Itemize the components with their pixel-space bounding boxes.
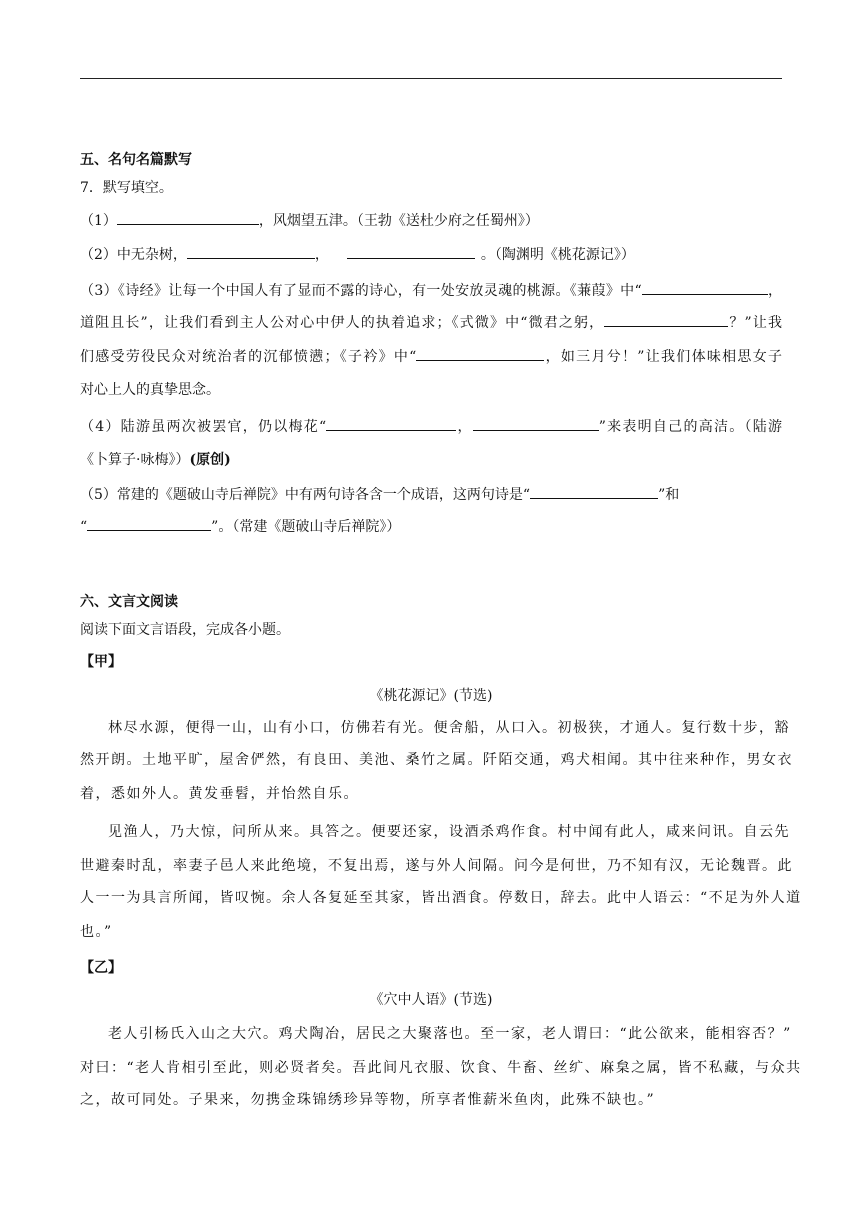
jia-p2-line-1: 见渔人，乃大惊，问所从来。具答之。便要还家，设酒杀鸡作食。村中闻有此人，咸来问讯。自云先	[108, 824, 790, 840]
q5-line-1	[80, 484, 782, 505]
q5-text: （5）常建的《题破山寺后禅院》中有两句诗各含一个成语，这两句诗是“	[80, 487, 531, 503]
q2-source: 。（陶渊明《桃花源记》）	[480, 247, 635, 263]
q2-sep: ，	[314, 247, 329, 263]
original-tag: (原创)	[189, 452, 231, 468]
section6-intro: 阅读下面文言语段，完成各小题。	[80, 622, 290, 638]
answer-blank	[87, 516, 211, 531]
q4-line-2	[80, 450, 782, 470]
jia-p2-line-3: 人一一为具言所闻，皆叹惋。余人各复延至其家，皆出酒食。停数日，辞去。此中人语云：“不足为外人道	[80, 890, 802, 906]
q4-source: 《卜算子·咏梅》）	[80, 452, 190, 468]
q3-text: ，	[767, 283, 783, 299]
q2-text: （2）中无杂树，	[80, 247, 187, 263]
yi-title: 《穴中人语》(节选)	[369, 992, 493, 1008]
q5-text: ”和	[658, 487, 680, 503]
section5-title: 五、名句名篇默写	[80, 152, 192, 168]
answer-blank	[187, 244, 315, 259]
q3-line-4: 对心上人的真挚思念。	[80, 382, 220, 398]
jia-p2-line-4: 也。”	[80, 924, 113, 940]
jia-p1-line-1: 林尽水源，便得一山，山有小口，仿佛若有光。便舍船，从口入。初极狭，才通人。复行数十步，豁	[108, 720, 790, 736]
header-rule	[80, 78, 782, 79]
answer-blank	[347, 244, 475, 259]
section6-title: 六、文言文阅读	[80, 594, 178, 610]
q3-text: ，如三月兮！”让我们体味相思女子	[544, 349, 782, 365]
q4-text: ”来表明自己的高洁。（陆游	[598, 419, 782, 435]
q5-text: ”。（常建《题破山寺后禅院》）	[211, 519, 401, 535]
jia-p1-line-3: 着，悉如外人。黄发垂髫，并怡然自乐。	[80, 786, 359, 802]
q5-text: “	[80, 519, 88, 535]
jia-label: 【甲】	[80, 654, 122, 670]
q3-line-2	[80, 312, 782, 333]
q3-line-3	[80, 346, 782, 367]
yi-p1-line-2: 对曰：“老人肯相引至此，则必贤者矣。吾此间凡衣服、饮食、牛畜、丝纩、麻枲之属，皆不私藏，与众共	[80, 1060, 802, 1076]
yi-p1-line-3: 之，故可同处。子果来，勿携金珠锦绣珍异等物，所享者惟薪米鱼肉，此殊不缺也。”	[80, 1092, 656, 1108]
question7-intro: 7．默写填空。	[80, 180, 173, 196]
q1-line	[80, 210, 782, 231]
jia-p2-line-2: 世避秦时乱，率妻子邑人来此绝境，不复出焉，遂与外人间隔。问今是何世，乃不知有汉，无论魏晋。此	[80, 858, 793, 874]
q5-line-2	[80, 516, 782, 537]
answer-blank	[117, 210, 259, 225]
yi-p1-line-1: 老人引杨氏入山之大穴。鸡犬陶冶，居民之大聚落也。至一家，老人谓曰：“此公欲来，能相容否？”	[108, 1026, 792, 1042]
yi-label: 【乙】	[80, 960, 122, 976]
jia-title: 《桃花源记》(节选)	[369, 688, 493, 704]
jia-p1-line-2: 然开朗。土地平旷，屋舍俨然，有良田、美池、桑竹之属。阡陌交通，鸡犬相闻。其中往来种作，男女衣	[80, 752, 793, 768]
q1-text: ，风烟望五津。（王勃《送杜少府之任蜀州》）	[258, 213, 539, 229]
answer-blank	[326, 416, 456, 431]
q3-text: ？”让我	[728, 315, 782, 331]
q3-text: 们感受劳役民众对统治者的沉郁愤懑；《子衿》中“	[80, 349, 417, 365]
q3-text: （3）《诗经》让每一个中国人有了显而不露的诗心，有一处安放灵魂的桃源。《蒹葭》中“	[80, 283, 642, 299]
answer-blank	[416, 346, 544, 361]
q2-line	[80, 244, 782, 265]
answer-blank	[642, 280, 768, 295]
q4-text: （4）陆游虽两次被罢官，仍以梅花“	[80, 419, 327, 435]
q4-line-1	[80, 416, 782, 437]
q3-line-1	[80, 280, 782, 301]
answer-blank	[530, 484, 658, 499]
answer-blank	[604, 312, 728, 327]
q3-text: 道阻且长”，让我们看到主人公对心中伊人的执着追求；《式微》中“微君之躬，	[80, 315, 605, 331]
answer-blank	[473, 416, 599, 431]
q4-text: ，	[456, 419, 473, 435]
q1-number: （1）	[80, 213, 117, 229]
